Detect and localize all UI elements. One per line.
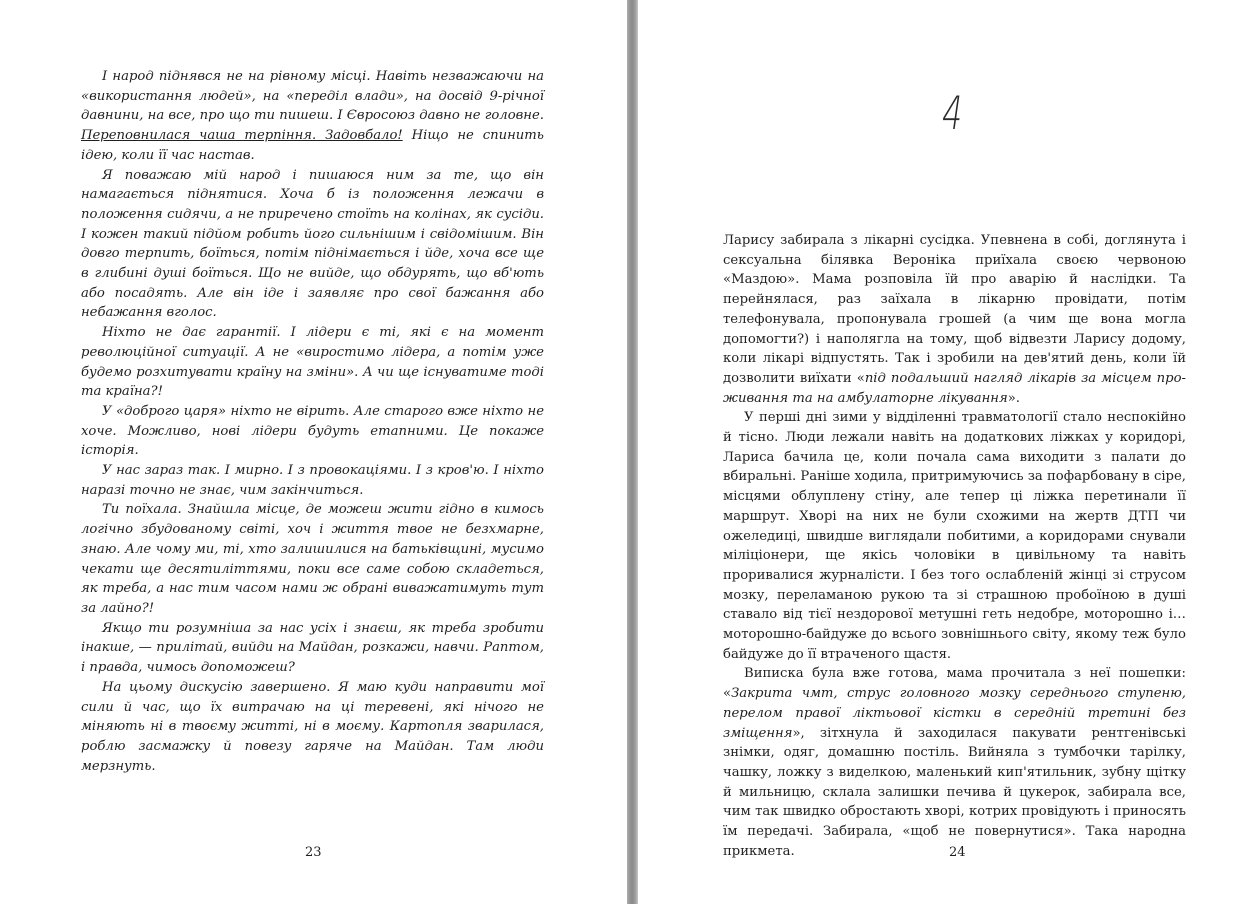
page-number: 23 bbox=[305, 845, 322, 860]
chapter-number: 4 bbox=[938, 86, 967, 140]
italic-phrase: під подальший нагляд лікарів за місцем проживання та на амбулаторне лікування bbox=[723, 370, 1186, 406]
paragraph: Ларису забирала з лікарні сусідка. Упевнена в собі, доглянута і сексуальна білявка Вероніка приїхала своєю червоною «Маздою». Мама розповіла їй про аварію й наслідки. Та перейнялася, раз заїхала в лікарню провідати, потім телефонувала, пропонувала грошей (а чим ще вона могла допомогти?) і наполягла на тому, щоб відвезти Ларису додому, коли лікарі відпустять. Так і зробили на дев'ятий день, коли їй дозволити виїхати «під подальший нагляд лікарів за місцем проживання та на амбулаторне лікування». bbox=[723, 233, 1186, 406]
page-number: 24 bbox=[949, 845, 966, 860]
paragraph: У «доброго царя» ніхто не вірить. Але старого вже ніхто не хоче. Можливо, нові лідери будуть етапними. Це покаже історія. bbox=[81, 403, 544, 459]
paragraph: У перші дні зими у відділенні травматології стало неспокійно й тісно. Люди лежали навіть на додаткових ліжках у коридорі, Лариса бачила це, коли почала сама виходити з палати до вбиральні. Раніше ходила, притримуючись за пофарбовану в сіре, місцями облуплену стіну, але тепер ці ліжка перетинали її маршрут. Хворі на них не були схожими на жертв ДТП чи ожеледиці, швидше виглядали побитими, а коридорами снували міліціонери, ще якісь чоловіки в цивільному та навіть проривалися журналісти. І без того ослабленій жінці зі струсом мозку, переламаною рукою та зі страшною пробоїною в душі ставало від тієї нездорової метушні геть недобре, моторошно і… моторошно-байдуже до всього зовнішнього світу, якому теж було байдуже до її втраченого щастя. bbox=[723, 410, 1186, 662]
paragraph: І народ піднявся не на рівному місці. Навіть незважаючи на «використання людей», на «переділ влади», на досвід 9-річної давнини, на все, про що ти пишеш. І Євросоюз давно не головне. Переповнилася чаша терпіння. Задовбало! Ніщо не спинить ідею, коли її час настав. bbox=[81, 69, 544, 163]
paragraph: Виписка була вже готова, мама прочитала з неї пошепки: «Закрита чмт, струс головного мозку середнього ступеню, перелом правої ліктьової кістки в середній третині без зміщення», зітхнула й заходилася пакувати рентгенівські знімки, одяг, домашню постіль. Вийняла з тумбочки тарілку, чашку, ложку з виделкою, маленький кип'ятильник, зубну щітку й мильницю, склала залишки печива й цукерок, забирала все, чим так швидко обростають хворі, котрих провідують і приносять їм передачі. Забирала, «щоб не повернутися». Така народна прикмета. bbox=[723, 666, 1186, 859]
italic-phrase: Закрита чмт, струс головного мозку середнього ступеню, перелом правої ліктьової кістки в середній третині без зміщення bbox=[723, 686, 1186, 741]
paragraph: Ніхто не дає гарантії. І лідери є ті, які є на момент революційної ситуації. А не «виростимо лідера, а потім уже будемо розхитувати країну на зміни». А чи ще існуватиме тоді та країна?! bbox=[81, 325, 544, 400]
right-page-text bbox=[723, 231, 1186, 862]
paragraph: Ти поїхала. Знайшла місце, де можеш жити гідно в кимось логічно збудованому світі, хоч і життя твое не безхмарне, знаю. Але чому ми, ті, хто залишилися на батьківщині, мусимо чекати ще десятиліттями, поки все саме собою складеться, як треба, а нас тим часом нами ж обрані виважатимуть тут за лайно?! bbox=[81, 502, 544, 616]
underlined-phrase: Переповнилася чаша терпіння. Задовбало! bbox=[81, 128, 403, 144]
paragraph: Я поважаю мій народ і пишаюся ним за те, що він намагається піднятися. Хоча б із положення лежачи в положення сидячи, а не приречено стоїть на колінах, як сусіди. І кожен такий підйом робить його сильнішим і свідомішим. Він довго терпить, боїться, потім піднімається і йде, хоча все ще в глибині душі боїться. Що не вийде, що обдурять, що вб'ють або посадять. Але він іде і заявляє про свої бажання або небажання вголос. bbox=[81, 167, 544, 321]
paragraph: На цьому дискусію завершено. Я маю куди направити мої сили й час, що їх витрачаю на ці теревені, які нічого не міняють ні в твоєму житті, ні в моєму. Картопля зварилася, роблю засмажку й повезу гаряче на Майдан. Там люди мерзнуть. bbox=[81, 679, 544, 774]
right-page bbox=[638, 0, 1258, 904]
book-gutter bbox=[627, 0, 638, 904]
left-page bbox=[0, 0, 627, 904]
paragraph: Якщо ти розумніша за нас усіх і знаєш, як треба зробити інакше, — прилітай, вийди на Майдан, розкажи, навчи. Раптом, і правда, чимось допоможеш? bbox=[81, 620, 544, 676]
left-page-text bbox=[81, 67, 544, 776]
paragraph: У нас зараз так. І мирно. І з провокаціями. І з кров'ю. І ніхто наразі точно не знає, чим закінчиться. bbox=[81, 463, 544, 498]
